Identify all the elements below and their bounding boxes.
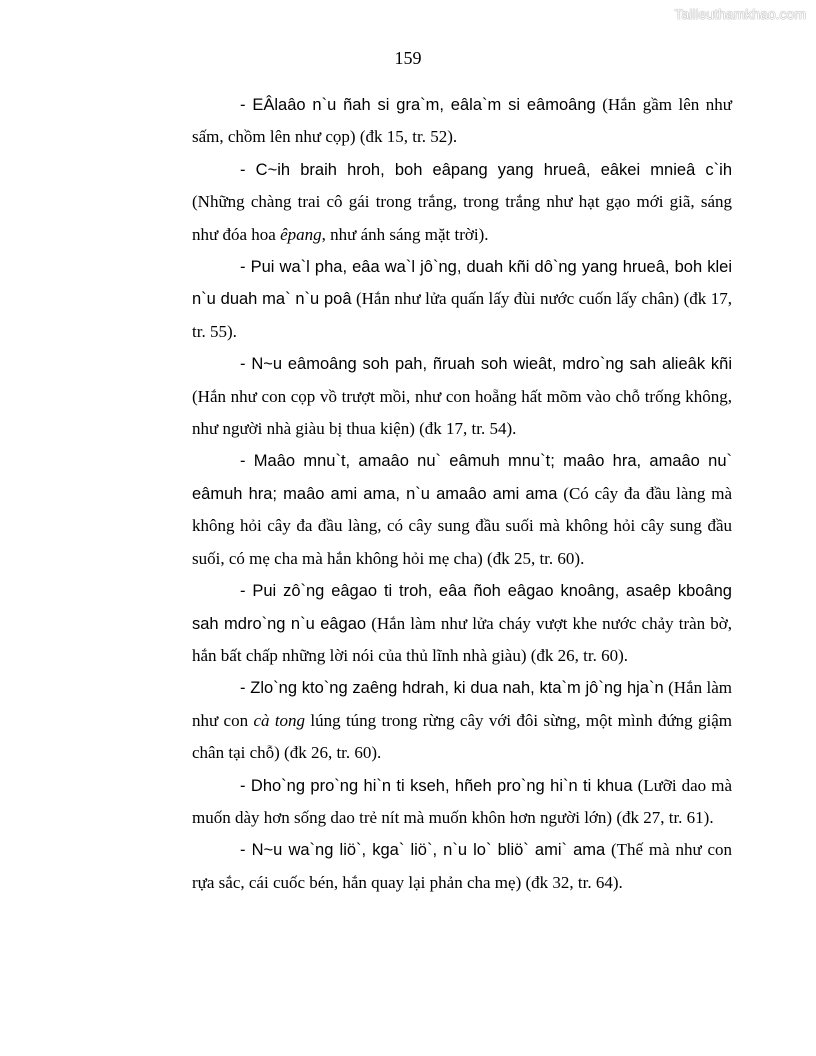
vietnamese-translation: (Hắn làm như lửa cháy vượt khe nước chảy tràn bờ, hắn bất chấp những lời nói của thủ lĩnh nhà giàu) (đk 26, tr. 60). bbox=[192, 613, 732, 665]
vietnamese-translation: (Hắn gầm lên như sấm, chồm lên như cọp) (đk 15, tr. 52). bbox=[192, 95, 732, 147]
proverb-paragraph bbox=[192, 89, 732, 154]
vietnamese-translation-cont: , như ánh sáng mặt trời). bbox=[321, 224, 489, 244]
vietnamese-translation: (Hắn như lửa quấn lấy đùi nước cuốn lấy chân) (đk 17, tr. 55). bbox=[192, 289, 732, 341]
ede-text: - N~u eâmoâng soh pah, ñruah soh wieât, mdro`ng sah alieâk kñi bbox=[240, 355, 732, 374]
ede-text: - C~ih braih hroh, boh eâpang yang hrueâ, eâkei mnieâ c`ih bbox=[240, 160, 732, 179]
vietnamese-translation: (Hắn như con cọp vồ trượt mồi, như con hoẵng hất mõm vào chỗ trống không, như người nhà giàu bị thua kiện) (đk 17, tr. 54). bbox=[192, 386, 732, 439]
vietnamese-translation: (Những chàng trai cô gái trong trắng, trong trắng như hạt gạo mới giã, sáng như đóa hoa bbox=[192, 192, 732, 244]
vietnamese-translation: (Hắn làm như con bbox=[192, 678, 732, 730]
proverb-paragraph bbox=[192, 575, 732, 672]
ede-text: - Dho`ng pro`ng hi`n ti kseh, hñeh pro`ng hi`n ti khua bbox=[240, 776, 633, 795]
proverb-paragraph bbox=[192, 348, 732, 445]
proverb-paragraph bbox=[192, 834, 732, 899]
ede-text: - Zlo`ng kto`ng zaêng hdrah, ki dua nah, kta`m jô`ng hja`n bbox=[240, 679, 664, 698]
ede-text: - N~u wa`ng liö`, kga` liö`, n`u lo` bliö` ami` ama bbox=[240, 841, 606, 860]
ede-text: - EÂlaâo n`u ñah si gra`m, eâla`m si eâmoâng bbox=[240, 96, 596, 114]
page-number bbox=[0, 48, 816, 69]
proverb-paragraph bbox=[192, 445, 732, 575]
ede-text: - Maâo mnu`t, amaâo nu` eâmuh mnu`t; maâo hra, amaâo nu` eâmuh hra; maâo ami ama, n`u amaâo ami ama bbox=[192, 452, 732, 503]
proverb-paragraph bbox=[192, 672, 732, 769]
ede-text: - Pui zô`ng eâgao ti troh, eâa ñoh eâgao knoâng, asaêp kboâng sah mdro`ng n`u eâgao bbox=[192, 582, 732, 633]
vietnamese-translation: (Lưỡi dao mà muốn dày hơn sống dao trẻ nít mà muốn khôn hơn người lớn) (đk 27, tr. 61). bbox=[192, 775, 732, 827]
watermark: Tailieuthamkhao.com bbox=[674, 6, 806, 22]
vietnamese-italic: cà tong bbox=[253, 710, 306, 730]
vietnamese-translation-cont: lúng túng trong rừng cây với đôi sừng, một mình đứng giậm chân tại chỗ) (đk 26, tr. 60). bbox=[192, 710, 732, 763]
document-body bbox=[192, 89, 732, 899]
vietnamese-translation: (Có cây đa đầu làng mà không hỏi cây đa đầu làng, có cây sung đầu suối mà không hỏi cây sung đầu suối, có mẹ cha mà hắn không hỏi mẹ cha) (đk 25, tr. 60). bbox=[192, 483, 732, 568]
ede-text: - Pui wa`l pha, eâa wa`l jô`ng, duah kñi dô`ng yang hrueâ, boh klei n`u duah ma` n`u poâ bbox=[192, 258, 732, 309]
proverb-paragraph bbox=[192, 251, 732, 348]
vietnamese-italic: êpang bbox=[280, 224, 322, 244]
proverb-paragraph bbox=[192, 154, 732, 251]
proverb-paragraph bbox=[192, 770, 732, 835]
vietnamese-translation: (Thế mà như con rựa sắc, cái cuốc bén, hắn quay lại phản cha mẹ) (đk 32, tr. 64). bbox=[192, 840, 732, 892]
page-number-text: 159 bbox=[394, 48, 422, 68]
